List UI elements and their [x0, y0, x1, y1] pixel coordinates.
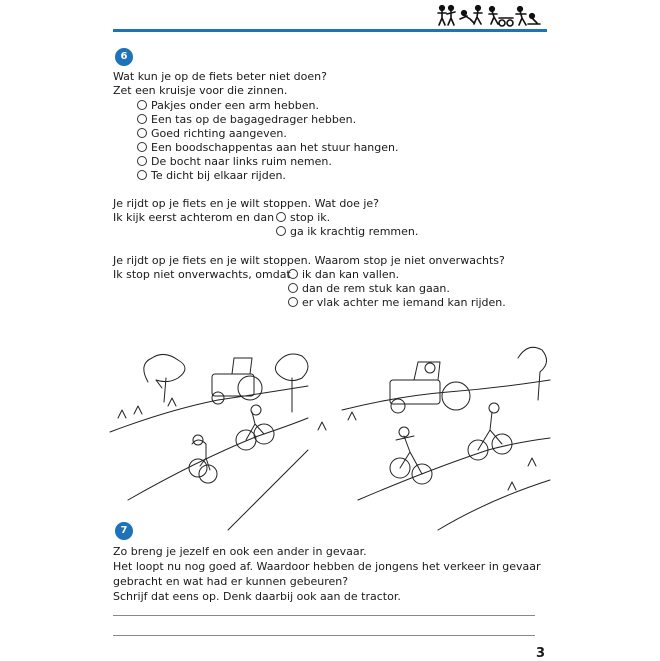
q7-line3: gebracht en wat had er kunnen gebeuren?: [113, 575, 349, 588]
option-circle[interactable]: [137, 142, 147, 152]
q6-option-5[interactable]: [137, 155, 332, 169]
q6-sub1-option-2[interactable]: [276, 225, 418, 239]
q6-option-4[interactable]: [137, 141, 399, 155]
q6-option-3[interactable]: [137, 127, 287, 141]
option-circle[interactable]: [276, 226, 286, 236]
q6-sub2-option-1-label: ik dan kan vallen.: [302, 268, 400, 281]
answer-line-2[interactable]: [113, 635, 535, 636]
q6-sub1-option-2-label: ga ik krachtig remmen.: [290, 225, 419, 238]
q7-line2: Het loopt nu nog goed af. Waardoor hebben de jongens het verkeer in gevaar: [113, 560, 541, 573]
q6-sub1-question: Je rijdt op je fiets en je wilt stoppen. Wat doe je?: [113, 197, 380, 210]
question-7-badge: 7: [115, 522, 133, 540]
q6-sub2-lead: Ik stop niet onverwachts, omdat: [113, 268, 291, 281]
q7-line1: Zo breng je jezelf en ook een ander in gevaar.: [113, 545, 367, 558]
q6-option-1[interactable]: [137, 99, 319, 113]
answer-line-1[interactable]: [113, 615, 535, 616]
children-traffic-icons: [436, 4, 544, 28]
q6-sub1-lead: Ik kijk eerst achterom en dan: [113, 211, 275, 224]
page-number: 3: [535, 646, 545, 661]
q6-option-2-label: Een tas op de bagagedrager hebben.: [151, 113, 357, 126]
q7-line4: Schrijf dat eens op. Denk daarbij ook aan de tractor.: [113, 590, 401, 603]
q6-option-6-label: Te dicht bij elkaar rijden.: [151, 169, 286, 182]
q6-sub1-option-1[interactable]: [276, 211, 330, 225]
q6-sub2-option-3-label: er vlak achter me iemand kan rijden.: [302, 296, 506, 309]
q6-sub2-option-3[interactable]: [288, 296, 506, 310]
q6-sub2-question: Je rijdt op je fiets en je wilt stoppen. Waarom stop je niet onverwachts?: [113, 254, 505, 267]
q6-sub2-option-2-label: dan de rem stuk kan gaan.: [302, 282, 450, 295]
q6-option-3-label: Goed richting aangeven.: [151, 127, 287, 140]
option-circle[interactable]: [288, 297, 298, 307]
q6-sub2-option-1[interactable]: [288, 268, 399, 282]
q6-option-6[interactable]: [137, 169, 286, 183]
q6-sub1-option-1-label: stop ik.: [290, 211, 331, 224]
option-circle[interactable]: [288, 269, 298, 279]
cyclists-tractor-illustration: [108, 340, 552, 536]
q6-option-5-label: De bocht naar links ruim nemen.: [151, 155, 332, 168]
option-circle[interactable]: [137, 170, 147, 180]
header-rule: [113, 29, 547, 32]
option-circle[interactable]: [137, 100, 147, 110]
option-circle[interactable]: [137, 114, 147, 124]
question-6-badge: 6: [115, 48, 133, 66]
q6-prompt-line1: Wat kun je op de fiets beter niet doen?: [113, 70, 327, 83]
q6-prompt-line2: Zet een kruisje voor die zinnen.: [113, 84, 288, 97]
q6-option-2[interactable]: [137, 113, 356, 127]
q6-option-4-label: Een boodschappentas aan het stuur hangen.: [151, 141, 399, 154]
q6-sub2-option-2[interactable]: [288, 282, 450, 296]
option-circle[interactable]: [276, 212, 286, 222]
option-circle[interactable]: [137, 156, 147, 166]
option-circle[interactable]: [288, 283, 298, 293]
q6-option-1-label: Pakjes onder een arm hebben.: [151, 99, 319, 112]
option-circle[interactable]: [137, 128, 147, 138]
